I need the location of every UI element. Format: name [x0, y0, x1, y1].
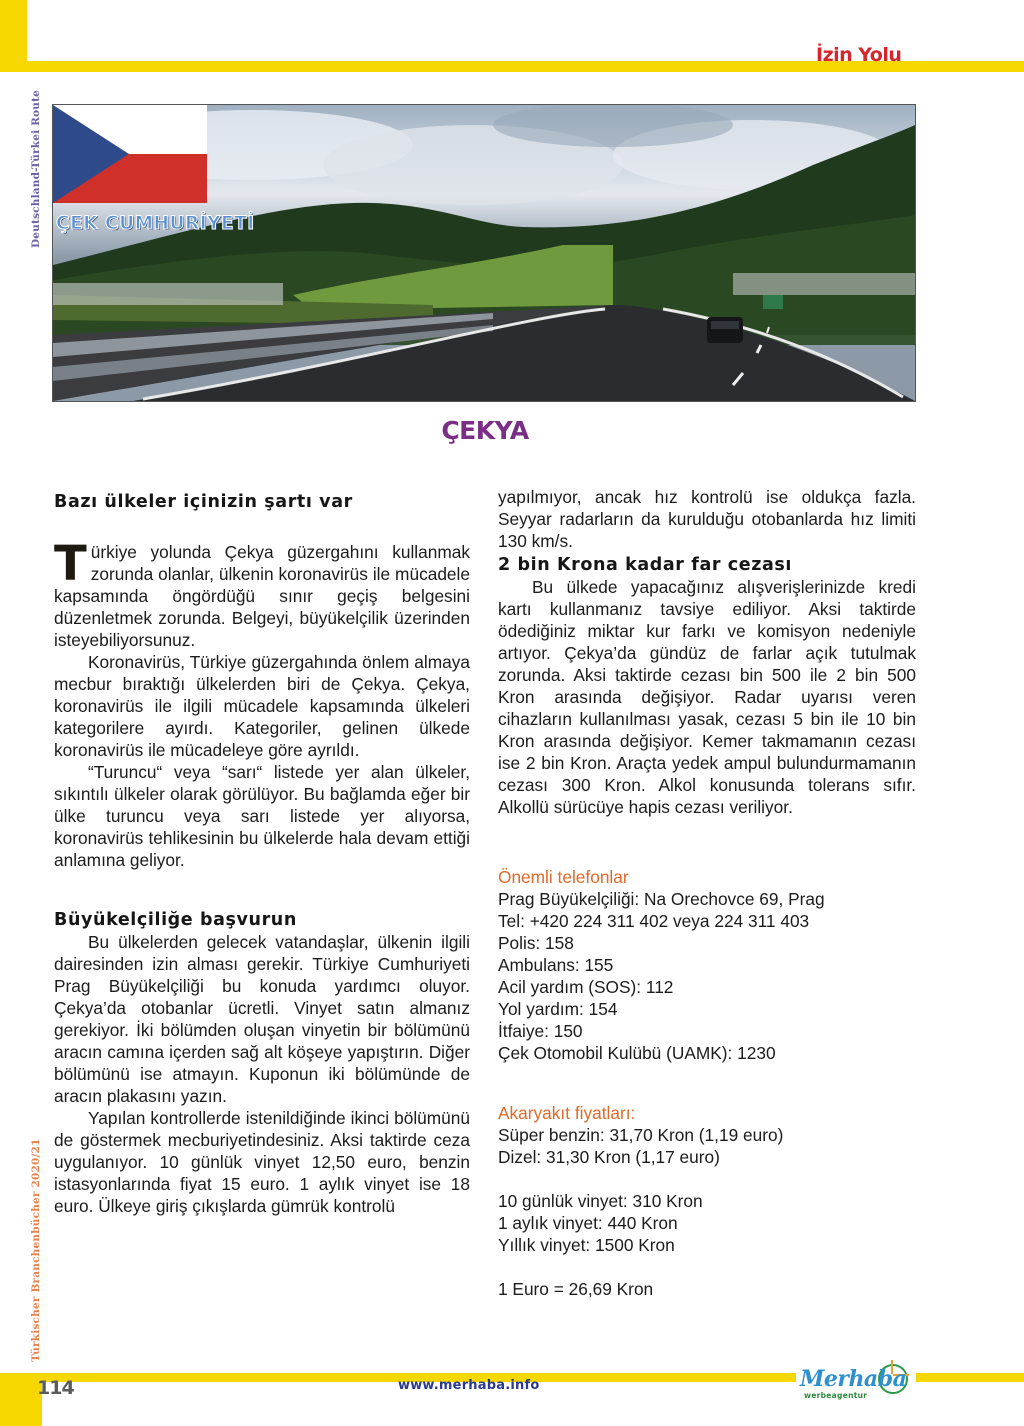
- phone-line: İtfaiye: 150: [498, 1021, 583, 1041]
- paragraph-categories: Koronavirüs, Türkiye güzergahında önlem almaya mecbur bıraktığı ülkelerden biri de Çekya. Çekya, koronavirüs ile ilgili mücadele kapsamında ülkeleri kategorilere ayırdı. Kategoriler, gelinen ülkede koronavirüs ile mücadeleye göre ayrıldı.: [54, 652, 470, 760]
- phone-line: Polis: 158: [498, 933, 574, 953]
- fuel-price-line: Süper benzin: 31,70 Kron (1,19 euro): [498, 1125, 784, 1145]
- phone-line: Çek Otomobil Kulübü (UAMK): 1230: [498, 1043, 776, 1063]
- logo-text: Merhaba: [800, 1366, 907, 1392]
- page-title: ÇEKYA: [441, 416, 529, 445]
- paragraph-fines: Bu ülkede yapacağınız alışverişlerinizde kredi kartı kullanmanız tavsiye ediliyor. Aksi taktirde ödediğiniz miktar kur farkı ve komisyon nedeniyle artıyor. Çekya’da gündüz de farlar açık tutulmak zorunda. Aksi taktirde cezası bin 500 ile 2 bin 500 Kron arasında değişiyor. Radar uyarısı veren cihazların kullanılması yasak, cezası 5 bin ile 10 bin Kron arasında değişiyor. Kemer takmamanın cezası ise 2 bin Kron. Araçta yedek ampul bulundurmamanın cezası 300 Kron. Alkol konusunda tolerans sıfır. Alkollü sürücüye hapis cezası veriliyor.: [498, 577, 916, 817]
- side-label-publication: Türkischer Branchenbücher 2020/21: [30, 1138, 42, 1362]
- paragraph-lists: “Turuncu“ veya “sarı“ listede yer alan ülkeler, sıkıntılı ülkeler olarak görülüyor. Bu bağlamda eğer bir ülke turuncu veya sarı listede yer alıyorsa, koronavirüs tehlikesinin bu ülkelerde hala devam ettiği anlamına geliyor.: [54, 762, 470, 870]
- drop-cap: T: [54, 536, 87, 592]
- vignette-price-line: Yıllık vinyet: 1500 Kron: [498, 1235, 675, 1255]
- side-label-route: Deutschland-Türkei Route: [30, 89, 42, 248]
- fuel-price-line: Dizel: 31,30 Kron (1,17 euro): [498, 1147, 720, 1167]
- czech-flag-icon: [53, 105, 207, 203]
- fuel-heading: Akaryakıt fiyatları:: [498, 1103, 636, 1123]
- footer-yellow-corner: [0, 1373, 42, 1426]
- footer-url-link[interactable]: www.merhaba.info: [398, 1378, 540, 1393]
- paragraph-embassy: Bu ülkelerden gelecek vatandaşlar, ülkenin ilgili dairesinden izin alması gerekir. Türkiye Cumhuriyeti Prag Büyükelçiliği bu konuda yardımcı oluyor. Çekya’da otobanlar ücretli. Vinyet satın almanız gerekiyor. İki bölümden oluşan vinyetin bir bölümünü aracın camına içerden sağ alt köşeye yapıştırın. Diğer bölümünü ise atmayın. Kuponun iki bölümünde de aracın plakasını yazın.: [54, 932, 470, 1106]
- subheading-border-requirements: Bazı ülkeler içinizin şartı var: [54, 492, 353, 512]
- phone-line: Ambulans: 155: [498, 955, 614, 975]
- phone-line: Tel: +420 224 311 402 veya 224 311 403: [498, 911, 810, 931]
- left-column: [54, 491, 470, 1217]
- page-number: 114: [37, 1377, 74, 1399]
- phone-line: Prag Büyükelçiliği: Na Orechovce 69, Prag: [498, 889, 825, 909]
- subheading-headlight-fine: 2 bin Krona kadar far cezası: [498, 555, 793, 575]
- phones-heading: Önemli telefonlar: [498, 867, 629, 887]
- subheading-embassy: Büyükelçiliğe başvurun: [54, 910, 297, 930]
- hero-highway-photo: [52, 104, 916, 402]
- paragraph-speed-control: yapılmıyor, ancak hız kontrolü ise oldukça fazla. Seyyar radarların da kurulduğu otobanlarda hız limiti 130 km/s.: [498, 487, 916, 551]
- paragraph-vignette: Yapılan kontrollerde istenildiğinde ikinci bölümünü de göstermek mecburiyetindesiniz. Aksi taktirde ceza uygulanıyor. 10 günlük vinyet 12,50 euro, benzin istasyonlarında fiyat 15 euro. 1 aylık vinyet ise 18 euro. Ülkeye giriş çıkışlarda gümrük kontrolü: [54, 1108, 470, 1216]
- section-tag: İzin Yolu: [816, 44, 902, 66]
- vignette-price-line: 10 günlük vinyet: 310 Kron: [498, 1191, 703, 1211]
- exchange-rate: 1 Euro = 26,69 Kron: [498, 1279, 654, 1299]
- merhaba-logo: [796, 1362, 916, 1408]
- logo-subtext: werbeagentur: [804, 1391, 868, 1400]
- right-column: [498, 486, 916, 1300]
- phone-line: Yol yardım: 154: [498, 999, 618, 1019]
- paragraph-intro: Türkiye yolunda Çekya güzergahını kullanmak zorunda olanlar, ülkenin koronavirüs ile mücadele kapsamında öngördüğü sınır geçiş belgesini düzenletmek zorunda. Belgeyi, büyükelçilik üzerinden isteyebiliyorsunuz.: [54, 536, 470, 650]
- vignette-price-line: 1 aylık vinyet: 440 Kron: [498, 1213, 678, 1233]
- hero-overlay-title: ÇEK CUMHURİYETİ: [56, 213, 255, 234]
- phone-line: Acil yardım (SOS): 112: [498, 977, 674, 997]
